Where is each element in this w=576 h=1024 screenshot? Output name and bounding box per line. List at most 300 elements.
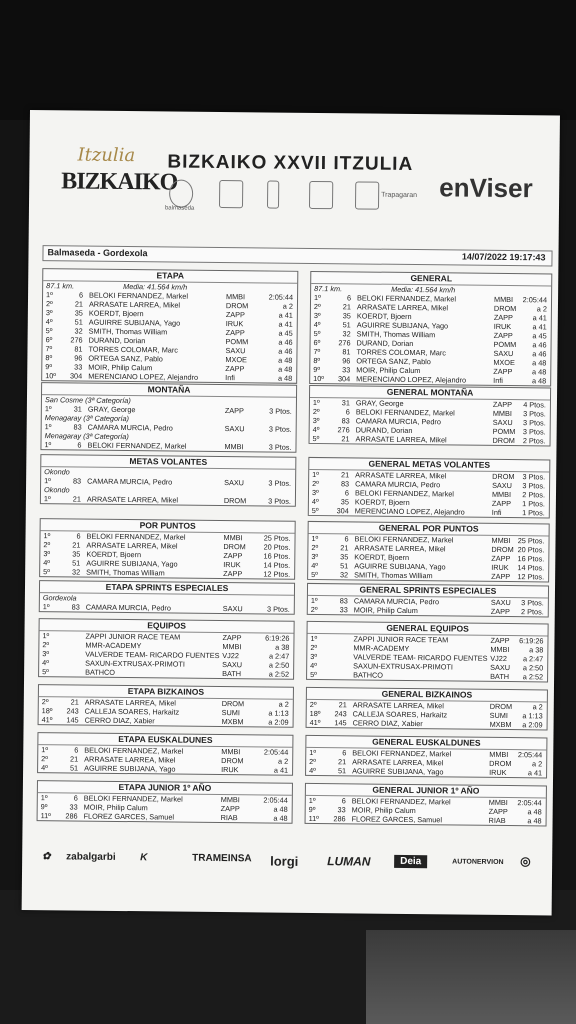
section-title: EQUIPOS [40,619,294,634]
box-sprints-especiales [39,580,295,615]
rider-name: ARRASATE LARREA, Mikel [86,494,179,505]
rider-name: KOERDT, Bjoern [356,311,412,322]
rider-name: SMITH, Thomas William [86,567,165,578]
bib-number: 6 [73,793,78,803]
result-row [40,567,294,579]
result-row [42,371,296,383]
rider-name: BELOKI FERNANDEZ, Markel [86,531,186,542]
rank: 1º [42,602,50,612]
rank: 4º [41,763,48,773]
race-logo [59,142,178,203]
team-code: SAXU [490,597,511,608]
rank: 2º [310,604,318,615]
result-row [39,715,293,727]
institution-logos [164,179,429,212]
enviser-logo: enViser [439,172,533,204]
team-code: ZAPP [225,310,245,320]
team-code: RIAB [488,815,506,826]
sponsor-strip [32,845,544,880]
bib-number: 21 [338,757,347,767]
time-or-points: 2 Ptos. [522,436,546,446]
team-code: BATH [222,669,242,679]
rider-name: CALLEJA SOARES, Harkaitz [84,706,180,717]
time-or-points: 3 Ptos. [522,427,546,437]
bib-number: 6 [76,531,81,541]
rider-name: GRAY, George [87,404,136,415]
rank: 2º [41,754,48,764]
rider-name: VALVERDE TEAM- RICARDO FUENTES [353,652,488,663]
result-row [41,440,295,452]
team-code: SAXU [492,480,513,491]
tower-logo-icon [267,180,279,208]
rank: 18º [309,708,321,719]
bib-number: 276 [338,338,351,348]
rider-name: TORRES COLOMAR, Marc [88,344,179,355]
bib-number: 21 [72,494,81,504]
time-or-points: 1 Ptos. [522,499,545,509]
stage-average-speed: Media: 41.564 km/h [391,284,456,295]
rank: 7º [313,346,321,357]
rider-name: DURAND, Dorian [355,425,413,436]
rider-name: CAMARA MURCIA, Pedro [353,596,440,607]
section-title: GENERAL POR PUNTOS [309,522,549,537]
rider-name: TORRES COLOMAR, Marc [356,347,446,358]
team-code: ZAPP [490,606,510,617]
rider-name: KOERDT, Bjoern [88,308,144,319]
time-or-points: a 2:52 [268,669,290,679]
rank: 2º [313,301,321,312]
rank: 1º [309,747,317,758]
team-code: MMBI [226,292,246,302]
time-or-points: 3 Ptos. [522,418,546,428]
rider-name: ARRASATE LARREA, Mikel [355,434,447,445]
time-or-points: a 2 [532,702,543,712]
time-or-points: a 2:09 [522,720,543,730]
team-code: MMBI [491,489,512,500]
rank: 1º [311,533,319,544]
rank: 4º [310,660,317,671]
rank: 9º [313,364,321,375]
section-title: ETAPA [43,269,297,284]
rank: 41º [41,715,53,725]
rider-name: DURAND, Dorian [356,338,414,349]
time-or-points: 3 Ptos. [268,424,292,434]
time-or-points: 14 Ptos. [263,560,291,570]
result-row [38,811,292,823]
time-or-points: 2:05:44 [517,798,542,808]
rank: 3º [45,308,53,318]
rider-name: CAMARA MURCIA, Pedro [87,476,173,487]
rank: 3º [42,649,50,659]
race-title: BIZKAIKO XXVII ITZULIA [167,151,414,176]
team-code: POMM [492,426,516,437]
rank: 4º [311,560,319,571]
rank: 1º [44,476,51,486]
section-title: GENERAL BIZKAINOS [307,688,547,703]
rider-name: FLOREZ GARCES, Samuel [83,811,175,822]
box-metas-volantes [40,454,297,507]
rider-name: SMITH, Thomas William [354,570,433,581]
section-title: GENERAL [311,272,551,287]
team-code: ZAPP [490,635,510,646]
time-or-points: a 41 [532,313,547,323]
time-or-points: a 41 [278,310,293,320]
rank: 18º [41,706,53,716]
sponsor-deia: Deia [394,855,427,868]
bib-number: 304 [337,374,351,384]
team-code: DROM [492,471,515,482]
team-code: MXBM [489,719,512,730]
rank: 4º [311,496,319,507]
rank: 5º [45,326,53,336]
rank: 9º [45,362,53,372]
bib-number: 35 [340,552,349,562]
bib-number: 83 [73,422,82,432]
bib-number: 51 [69,763,79,773]
bib-number: 31 [341,398,350,408]
section-title: MONTAÑA [42,383,296,398]
checkpoint-label: San Cosme (3ª Categoría) [44,395,131,406]
team-code: DROM [489,701,513,712]
team-code: ZAPP [223,569,243,579]
bib-number: 33 [74,362,83,372]
rider-name: KOERDT, Bjoern [86,549,142,560]
rank: 4º [42,658,49,668]
rider-name: BELOKI FERNANDEZ, Markel [352,748,452,759]
team-code: MMBI [492,408,512,419]
rider-name: ZAPPI JUNIOR RACE TEAM [353,634,449,645]
balmaseda-label: balmaseda [164,205,195,212]
bib-number: 31 [73,404,82,414]
result-row [308,605,548,617]
rider-name: CALLEJA SOARES, Harkaitz [352,709,448,720]
bib-number: 32 [74,326,83,336]
rank: 2º [42,640,50,650]
rank: 5º [42,667,49,677]
sponsor-seal-icon: ◎ [520,854,531,869]
time-or-points: 3 Ptos. [522,481,546,491]
team-code: SAXU [492,417,513,428]
time-or-points: a 45 [278,328,293,338]
bib-number: 35 [72,549,81,559]
crest-logo-icon [309,181,333,209]
rider-name: ARRASATE LARREA, Mikel [355,470,447,481]
rider-name: CERRO DIAZ, Xabier [84,715,155,726]
team-code: DROM [492,435,515,446]
bib-number: 21 [340,543,349,553]
team-code: MMBI [223,533,243,543]
rank: 9º [308,804,316,815]
team-code: MMBI [489,749,509,760]
rank: 11º [40,811,51,821]
rider-name: MOIR, Philip Calum [356,365,421,376]
rider-name: MERENCIANO LOPEZ, Alejandro [88,371,199,382]
bib-number: 81 [342,347,351,357]
time-or-points: 6:19:26 [265,633,290,643]
rank: 1º [312,469,319,480]
time-or-points: 3 Ptos. [521,598,544,608]
stage-average-speed: Media: 41.564 km/h [123,281,188,292]
rider-name: BATHCO [85,667,116,677]
time-or-points: 14 Ptos. [517,563,545,573]
rank: 2º [309,699,317,710]
rider-name: MOIR, Philip Calum [88,362,153,373]
bib-number: 83 [341,416,350,426]
sheet-header [29,110,560,226]
stage-distance: 87.1 km. [46,281,75,291]
box-por-puntos [39,518,296,580]
team-code: VJ22 [222,651,239,661]
result-row [310,374,550,386]
rider-name: ORTEGA SANZ, Pablo [88,353,163,364]
team-code: ZAPP [491,571,511,582]
rider-name: BATHCO [353,670,384,680]
rank: 2º [43,540,51,550]
bib-number: 21 [342,302,352,312]
rider-name: SAXUN-EXTRUSAX-PRIMOTI [85,658,185,669]
team-code: MMBI [488,797,508,808]
rank: 2º [312,406,320,417]
box-etapa-junior [37,780,293,824]
bib-number: 21 [70,697,79,707]
rank: 8º [313,355,321,366]
team-code: ZAPP [223,551,243,561]
time-or-points: 3 Ptos. [267,604,290,614]
rider-name: FLOREZ GARCES, Samuel [351,814,443,825]
team-code: MXBM [221,717,244,727]
rider-name: ORTEGA SANZ, Pablo [356,356,431,367]
team-code: IRUK [491,562,509,573]
box-general-metas-volantes [308,457,551,519]
rider-name: MERENCIANO LOPEZ, Alejandro [354,506,465,517]
team-code: DROM [493,303,517,314]
team-code: ZAPP [492,399,513,410]
rank: 6º [313,337,321,348]
team-code: BATH [490,671,510,682]
rider-name: MOIR, Philip Calum [353,605,418,616]
rider-name: GRAY, George [355,398,404,408]
checkpoint-label: Menagaray (3ª Categoría) [44,413,130,424]
box-general [309,271,552,387]
rider-name: BELOKI FERNANDEZ, Markel [89,290,189,301]
time-or-points: 1 Ptos. [522,508,545,518]
team-code: DROM [221,699,245,709]
bib-number: 145 [334,718,347,728]
time-or-points: a 48 [273,804,288,814]
rank: 1º [310,633,318,644]
background-cloth [0,0,576,120]
team-code: SUMI [489,710,508,721]
time-or-points: a 2:47 [268,651,290,661]
team-code: SAXU [224,424,245,434]
bib-number: 35 [342,311,351,321]
bib-number: 51 [337,766,347,776]
rank: 1º [46,290,53,300]
bib-number: 83 [339,596,348,606]
rider-name: BELOKI FERNANDEZ, Markel [357,293,457,304]
bib-number: 304 [336,506,349,516]
time-or-points: a 2 [278,699,289,709]
time-or-points: 20 Ptos. [263,542,291,552]
results-sheet [22,110,560,916]
team-code: MMBI [220,795,240,805]
box-etapa-euskaldunes [37,732,293,776]
result-row [306,814,546,826]
result-row [40,602,294,614]
rank: 1º [41,745,49,755]
team-code: ZAPP [225,364,245,374]
rank: 3º [311,487,319,498]
time-or-points: a 2 [531,759,543,769]
time-or-points: a 2 [282,301,294,311]
rank: 4º [309,765,316,776]
team-code: ZAPP [493,366,513,377]
team-code: IRUK [493,321,512,332]
time-or-points: 2:05:44 [268,292,294,302]
bib-number: 83 [340,479,350,489]
rank: 2º [45,299,53,309]
time-or-points: a 48 [527,807,542,817]
rider-name: ARRASATE LARREA, Mikel [356,302,449,313]
time-or-points: 6:19:26 [519,636,544,646]
time-or-points: 2 Ptos. [522,490,546,500]
time-or-points: a 1:13 [522,711,543,721]
rank: 3º [312,415,320,426]
rank: 2º [309,756,316,767]
rider-name: MERENCIANO LOPEZ, Alejandro [356,374,467,385]
bib-number: 33 [337,805,346,815]
rider-name: ARRASATE LARREA, Mikel [86,540,178,551]
section-title: METAS VOLANTES [41,455,295,470]
team-code: SAXU [224,478,245,488]
rank: 1º [43,494,51,504]
team-code: IRUK [221,765,239,775]
bib-number: 35 [74,308,83,318]
rider-name: CAMARA MURCIA, Pedro [355,416,441,427]
box-general-bizkainos [306,687,548,731]
time-or-points: 3 Ptos. [522,472,546,482]
time-or-points: a 48 [532,358,547,368]
sponsor-dodo-logo-icon: ✿ [42,851,51,863]
section-title: POR PUNTOS [41,519,295,534]
rider-name: BELOKI FERNANDEZ, Markel [354,534,454,545]
rank: 11º [308,813,319,824]
balmaseda-logo-icon [169,179,193,207]
team-code: IRUK [223,560,241,570]
time-or-points: a 48 [527,816,542,826]
bib-number: 6 [342,748,347,758]
bib-number: 51 [72,558,81,568]
bib-number: 32 [71,567,81,577]
team-code: MMBI [221,747,241,757]
rank: 1º [40,793,48,803]
sponsor-luman: LUMAN [327,854,371,869]
bib-number: 6 [345,407,350,417]
section-title: GENERAL EQUIPOS [308,622,548,637]
rider-name: SMITH, Thomas William [88,326,168,337]
bib-number: 32 [339,570,349,580]
team-code: ZAPP [224,406,244,416]
time-or-points: 25 Ptos. [263,533,291,543]
rider-name: AGUIRRE SUBIJANA, Yago [354,561,446,572]
time-or-points: a 48 [278,364,293,374]
rider-name: BELOKI FERNANDEZ, Markel [87,440,187,451]
rank: 2º [310,642,318,653]
rank: 9º [40,802,48,812]
shield-logo-icon [219,180,243,208]
rider-name: CERRO DIAZ, Xabier [352,718,423,729]
team-code: DROM [223,542,246,552]
time-or-points: 3 Ptos. [268,496,291,506]
bib-number: 276 [337,425,350,435]
time-or-points: a 2:09 [268,717,289,727]
rank: 3º [313,310,321,321]
sponsor-autonervion: AUTONERVION [452,858,504,867]
team-code: ZAPP [488,806,508,817]
bib-number: 51 [340,561,349,571]
box-general-sprints-especiales [307,583,549,618]
bib-number: 83 [72,476,82,486]
rank: 5º [311,505,319,516]
rank: 1º [44,440,52,450]
bib-number: 6 [74,745,79,755]
team-code: RIAB [220,813,238,823]
result-row [307,670,547,682]
box-general-montana [309,385,552,447]
time-or-points: a 2 [277,756,289,766]
team-code: DROM [225,301,249,311]
rank: 4º [43,558,51,568]
rider-name: SAXUN-EXTRUSAX-PRIMOTI [353,661,453,672]
team-code: MMBI [222,642,242,652]
rider-name: BELOKI FERNANDEZ, Markel [351,796,451,807]
time-or-points: a 2:47 [522,654,544,664]
team-code: POMM [225,337,249,347]
team-code: MMBI [493,294,514,305]
time-or-points: a 48 [531,376,547,386]
team-code: SAXU [493,348,514,359]
checkpoint-label: Okondo [43,485,70,495]
time-or-points: a 2:50 [522,663,544,673]
time-or-points: a 48 [277,373,293,383]
checkpoint-label: Gordexola [42,593,77,603]
trapagaran-label: Trapagaran [381,191,418,200]
rider-name: CAMARA MURCIA, Pedro [355,479,441,490]
rank: 1º [44,422,52,432]
time-or-points: a 2 [536,304,547,314]
time-or-points: a 41 [273,765,289,775]
time-or-points: 2 Ptos. [521,607,544,617]
time-or-points: a 41 [527,768,543,778]
rank: 5º [313,328,321,339]
team-code: MXOE [493,357,515,368]
bib-number: 35 [340,497,349,507]
box-general-junior [305,783,547,827]
trapagaran-logo-icon [355,181,379,209]
rank: 4º [313,319,321,330]
box-montana [40,382,297,453]
team-code: ZAPP [493,312,513,323]
time-or-points: 25 Ptos. [517,536,545,546]
time-or-points: 16 Ptos. [517,554,545,564]
time-or-points: 16 Ptos. [263,551,291,561]
bib-number: 32 [342,329,351,339]
rank: 1º [308,795,316,806]
time-or-points: a 1:13 [268,708,289,718]
bib-number: 21 [72,540,81,550]
bib-number: 6 [77,440,82,450]
bib-number: 33 [339,605,348,615]
